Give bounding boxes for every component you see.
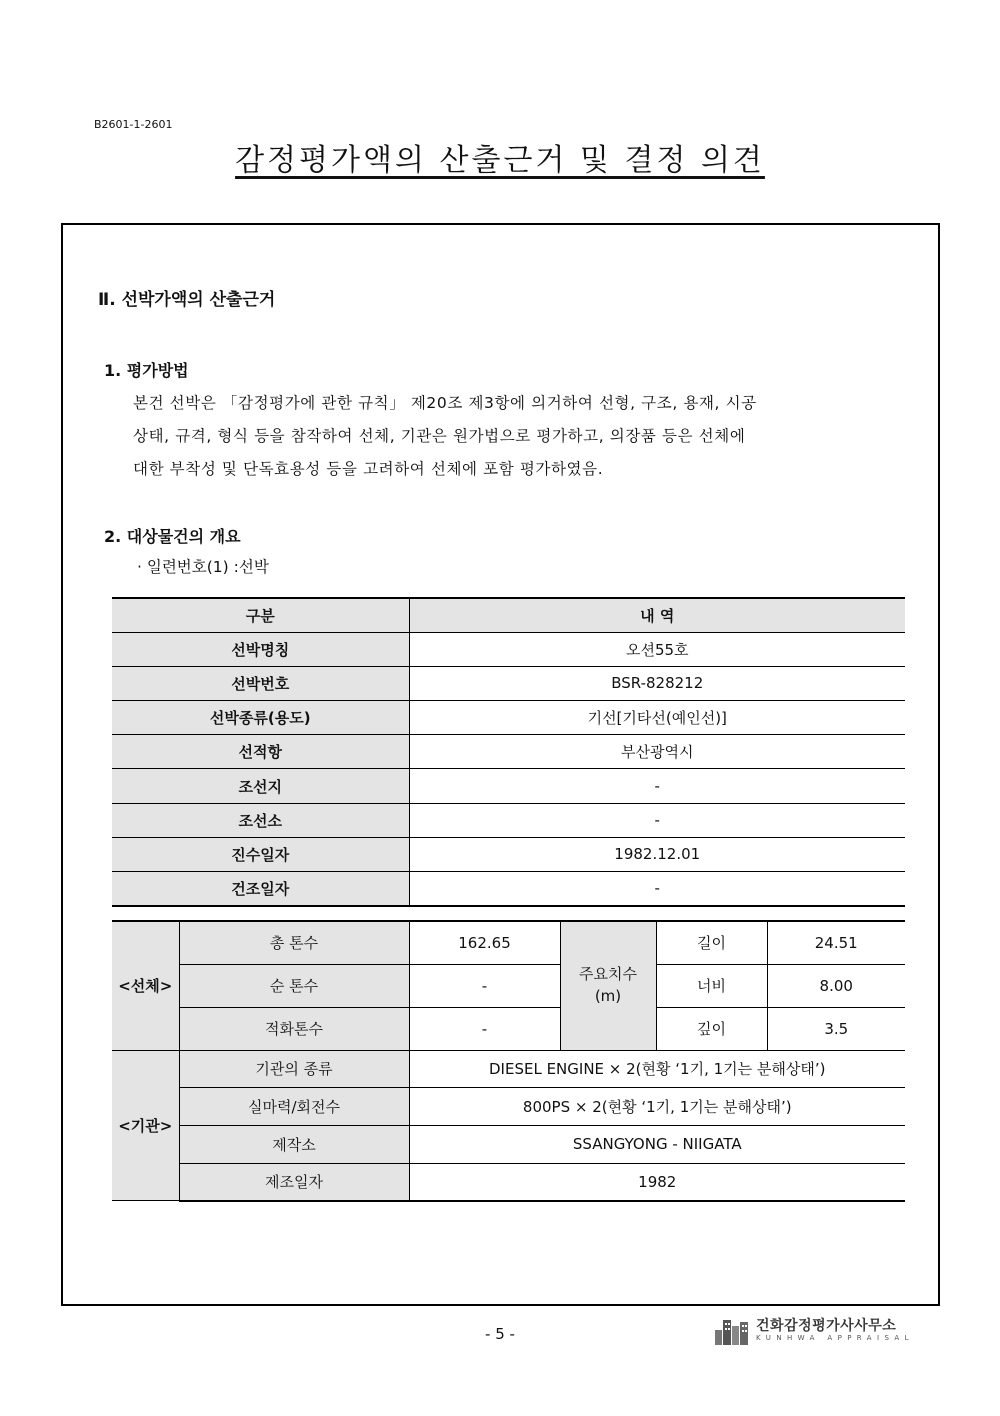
company-logo [714, 1314, 914, 1346]
row-value: 1982.12.01 [409, 837, 905, 871]
dimension-label: 주요치수 (m) [560, 921, 656, 1050]
table-header-row [112, 598, 905, 632]
table-row [112, 921, 905, 964]
row-value: - [409, 872, 905, 906]
engine-group-label: <기관> [112, 1050, 179, 1201]
ship-info-table [112, 597, 905, 907]
spec-label: 제작소 [179, 1125, 409, 1163]
table-row [112, 735, 905, 769]
table-row [112, 872, 905, 906]
table-row [112, 632, 905, 666]
row-value: 오션55호 [409, 632, 905, 666]
method-line-3: 대한 부착성 및 단독효용성 등을 고려하여 선체에 포함 평가하였음. [133, 460, 604, 478]
row-value: - [409, 803, 905, 837]
table-row [112, 769, 905, 803]
table-row [112, 1050, 905, 1088]
row-label: 선박번호 [112, 666, 409, 700]
logo-subtitle: KUNHWA APPRAISAL [756, 1334, 914, 1342]
row-label: 조선지 [112, 769, 409, 803]
building-icon [714, 1316, 750, 1346]
dimension-name: 깊이 [656, 1007, 767, 1050]
dimension-value: 3.5 [767, 1007, 905, 1050]
method-heading: 1. 평가방법 [104, 361, 189, 380]
table-row [112, 1125, 905, 1163]
ship-spec-table [112, 920, 905, 1202]
dimension-name: 길이 [656, 921, 767, 964]
spec-label: 순 톤수 [179, 964, 409, 1007]
spec-value: SSANGYONG - NIIGATA [409, 1125, 905, 1163]
spec-label: 적화톤수 [179, 1007, 409, 1050]
row-label: 조선소 [112, 803, 409, 837]
header-category: 구분 [112, 598, 409, 632]
table-row [112, 1088, 905, 1126]
table-row [112, 1007, 905, 1050]
spec-value: 800PS × 2(현황 ‘1기, 1기는 분해상태’) [409, 1088, 905, 1126]
serial-item-line: · 일련번호(1) :선박 [137, 558, 269, 576]
spec-value: 162.65 [409, 921, 560, 964]
page-number: - 5 - [485, 1325, 515, 1343]
spec-label: 실마력/회전수 [179, 1088, 409, 1126]
spec-value: - [409, 1007, 560, 1050]
table-row [112, 964, 905, 1007]
row-value: BSR-828212 [409, 666, 905, 700]
dimension-value: 8.00 [767, 964, 905, 1007]
method-line-1: 본건 선박은 「감정평가에 관한 규칙」 제20조 제3항에 의거하여 선형, 구조, 용재, 시공 [133, 394, 757, 412]
row-label: 진수일자 [112, 837, 409, 871]
header-details: 내 역 [409, 598, 905, 632]
table-row [112, 1163, 905, 1201]
dimension-name: 너비 [656, 964, 767, 1007]
spec-value: - [409, 964, 560, 1007]
spec-label: 제조일자 [179, 1163, 409, 1201]
spec-value: 1982 [409, 1163, 905, 1201]
row-label: 선적항 [112, 735, 409, 769]
logo-name: 건화감정평가사사무소 [756, 1318, 897, 1334]
table-row [112, 701, 905, 735]
method-line-2: 상태, 규격, 형식 등을 참작하여 선체, 기관은 원가법으로 평가하고, 의장품 등은 선체에 [133, 427, 746, 445]
table-row [112, 803, 905, 837]
page-title-text: 감정평가액의 산출근거 및 결정 의견 [235, 143, 765, 178]
hull-group-label: <선체> [112, 921, 179, 1050]
dimension-value: 24.51 [767, 921, 905, 964]
section-heading: Ⅱ. 선박가액의 산출근거 [98, 290, 276, 310]
row-value: 기선[기타선(예인선)] [409, 701, 905, 735]
table-row [112, 837, 905, 871]
table-row [112, 666, 905, 700]
row-label: 선박종류(용도) [112, 701, 409, 735]
row-value: 부산광역시 [409, 735, 905, 769]
document-id: B2601-1-2601 [94, 118, 173, 131]
row-label: 건조일자 [112, 872, 409, 906]
row-label: 선박명칭 [112, 632, 409, 666]
overview-heading: 2. 대상물건의 개요 [104, 527, 241, 546]
spec-label: 총 톤수 [179, 921, 409, 964]
page-title [0, 135, 1000, 179]
spec-value: DIESEL ENGINE × 2(현황 ‘1기, 1기는 분해상태’) [409, 1050, 905, 1088]
spec-label: 기관의 종류 [179, 1050, 409, 1088]
row-value: - [409, 769, 905, 803]
